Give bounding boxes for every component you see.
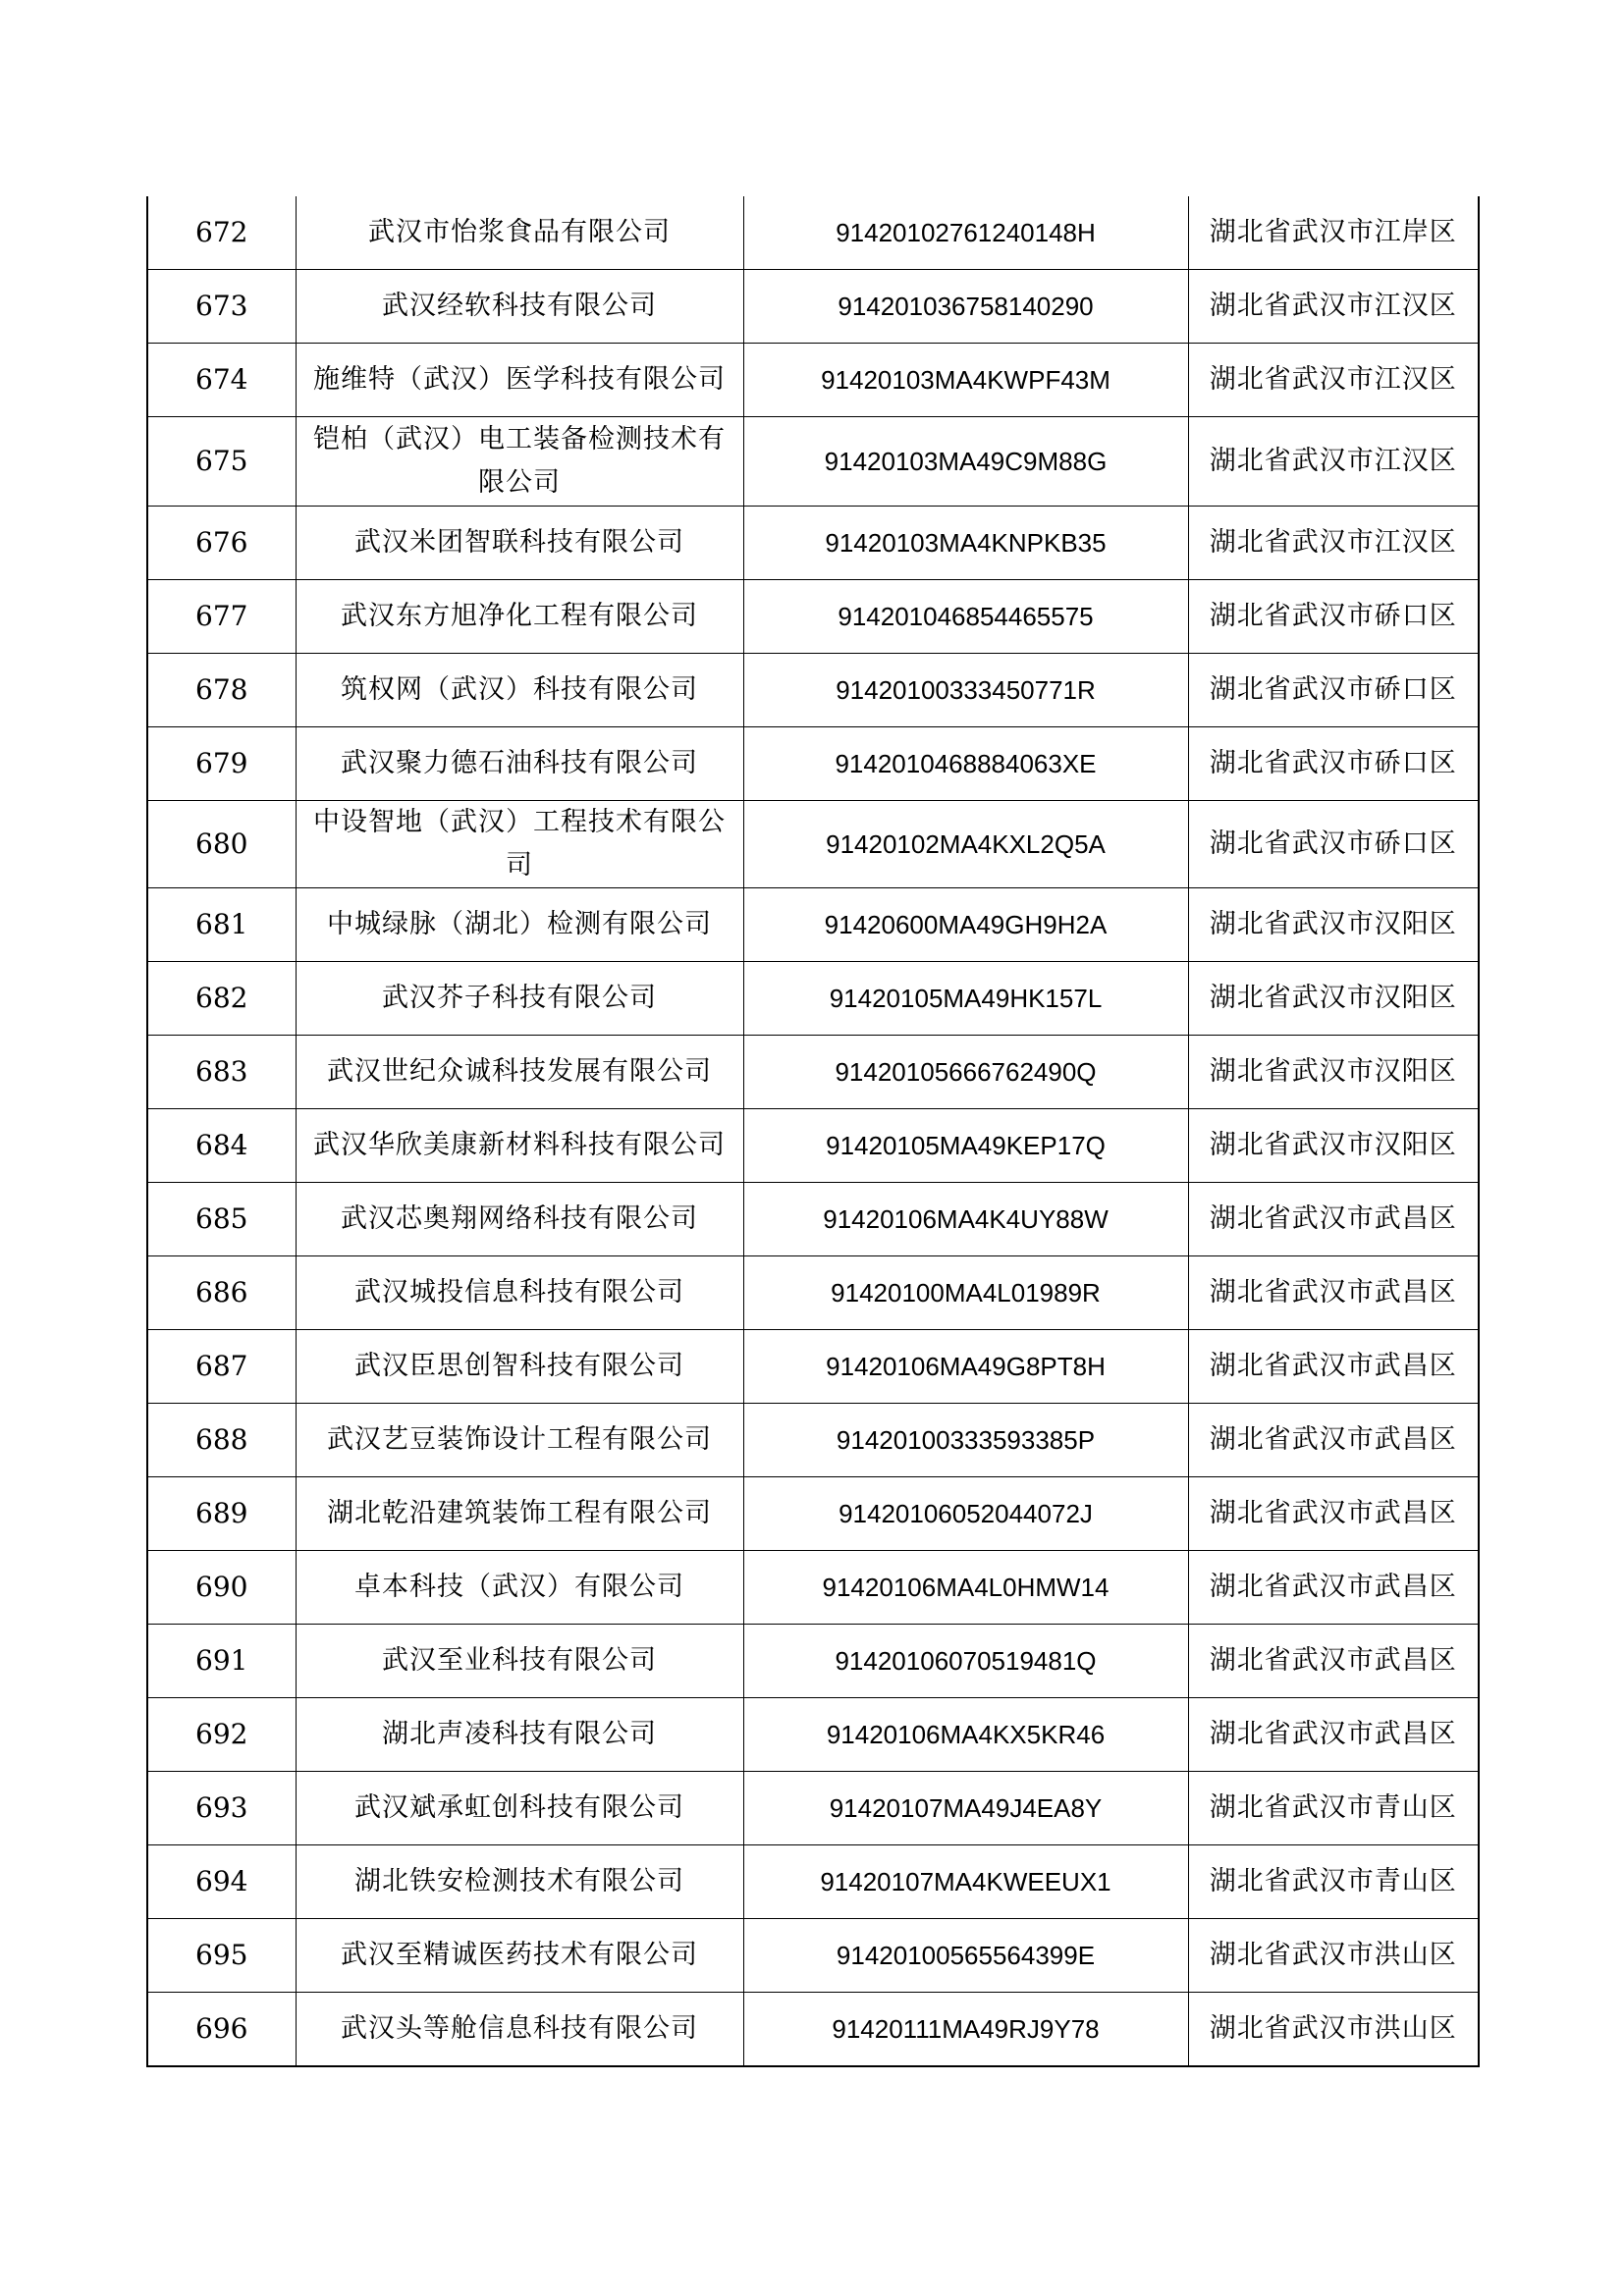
row-number: 677 (147, 580, 296, 654)
row-number: 675 (147, 417, 296, 507)
table-row (147, 1256, 1479, 1330)
row-number: 692 (147, 1698, 296, 1772)
region: 湖北省武汉市江汉区 (1188, 344, 1479, 417)
company-name: 武汉城投信息科技有限公司 (296, 1256, 743, 1330)
company-name: 武汉艺豆装饰设计工程有限公司 (296, 1404, 743, 1477)
table-row (147, 1993, 1479, 2067)
row-number: 686 (147, 1256, 296, 1330)
row-number: 680 (147, 801, 296, 888)
company-name: 武汉世纪众诚科技发展有限公司 (296, 1036, 743, 1109)
region: 湖北省武汉市青山区 (1188, 1845, 1479, 1919)
credit-code: 91420106070519481Q (743, 1625, 1188, 1698)
company-name: 中设智地（武汉）工程技术有限公司 (296, 801, 743, 888)
company-name: 武汉经软科技有限公司 (296, 270, 743, 344)
credit-code: 91420102761240148H (743, 196, 1188, 270)
company-name: 武汉芯奥翔网络科技有限公司 (296, 1183, 743, 1256)
region: 湖北省武汉市江汉区 (1188, 417, 1479, 507)
region: 湖北省武汉市洪山区 (1188, 1993, 1479, 2067)
region: 湖北省武汉市武昌区 (1188, 1256, 1479, 1330)
row-number: 676 (147, 507, 296, 580)
row-number: 684 (147, 1109, 296, 1183)
region: 湖北省武汉市汉阳区 (1188, 1036, 1479, 1109)
table-row (147, 1183, 1479, 1256)
table-row (147, 1625, 1479, 1698)
region: 湖北省武汉市硚口区 (1188, 727, 1479, 801)
table-row (147, 1330, 1479, 1404)
row-number: 681 (147, 888, 296, 962)
row-number: 682 (147, 962, 296, 1036)
row-number: 690 (147, 1551, 296, 1625)
region: 湖北省武汉市汉阳区 (1188, 888, 1479, 962)
region: 湖北省武汉市硚口区 (1188, 801, 1479, 888)
credit-code: 91420100333450771R (743, 654, 1188, 727)
table-row (147, 344, 1479, 417)
region: 湖北省武汉市武昌区 (1188, 1551, 1479, 1625)
company-name: 湖北乾沿建筑装饰工程有限公司 (296, 1477, 743, 1551)
credit-code: 91420600MA49GH9H2A (743, 888, 1188, 962)
table-row (147, 1919, 1479, 1993)
table-row (147, 962, 1479, 1036)
company-list-table (146, 196, 1480, 2067)
region: 湖北省武汉市江汉区 (1188, 507, 1479, 580)
row-number: 695 (147, 1919, 296, 1993)
credit-code: 91420107MA4KWEEUX1 (743, 1845, 1188, 1919)
region: 湖北省武汉市江汉区 (1188, 270, 1479, 344)
region: 湖北省武汉市硚口区 (1188, 654, 1479, 727)
credit-code: 91420100MA4L01989R (743, 1256, 1188, 1330)
table-row (147, 654, 1479, 727)
company-name: 武汉米团智联科技有限公司 (296, 507, 743, 580)
company-name: 武汉头等舱信息科技有限公司 (296, 1993, 743, 2067)
row-number: 683 (147, 1036, 296, 1109)
table-row (147, 580, 1479, 654)
row-number: 679 (147, 727, 296, 801)
credit-code: 91420103MA49C9M88G (743, 417, 1188, 507)
table-row (147, 270, 1479, 344)
row-number: 687 (147, 1330, 296, 1404)
credit-code: 91420103MA4KWPF43M (743, 344, 1188, 417)
table-row (147, 1404, 1479, 1477)
credit-code: 91420106MA4K4UY88W (743, 1183, 1188, 1256)
table-row (147, 507, 1479, 580)
region: 湖北省武汉市汉阳区 (1188, 962, 1479, 1036)
credit-code: 91420105666762490Q (743, 1036, 1188, 1109)
table-row (147, 1551, 1479, 1625)
region: 湖北省武汉市武昌区 (1188, 1183, 1479, 1256)
row-number: 693 (147, 1772, 296, 1845)
credit-code: 9142010468884063XE (743, 727, 1188, 801)
credit-code: 91420107MA49J4EA8Y (743, 1772, 1188, 1845)
company-name: 武汉至业科技有限公司 (296, 1625, 743, 1698)
credit-code: 91420102MA4KXL2Q5A (743, 801, 1188, 888)
company-name: 武汉市怡浆食品有限公司 (296, 196, 743, 270)
company-name: 武汉华欣美康新材料科技有限公司 (296, 1109, 743, 1183)
region: 湖北省武汉市汉阳区 (1188, 1109, 1479, 1183)
row-number: 688 (147, 1404, 296, 1477)
company-name: 卓本科技（武汉）有限公司 (296, 1551, 743, 1625)
row-number: 694 (147, 1845, 296, 1919)
company-name: 中城绿脉（湖北）检测有限公司 (296, 888, 743, 962)
company-name: 筑权网（武汉）科技有限公司 (296, 654, 743, 727)
company-name: 武汉至精诚医药技术有限公司 (296, 1919, 743, 1993)
table-row (147, 196, 1479, 270)
credit-code: 91420105MA49KEP17Q (743, 1109, 1188, 1183)
credit-code: 914201036758140290 (743, 270, 1188, 344)
table-row (147, 1698, 1479, 1772)
credit-code: 91420103MA4KNPKB35 (743, 507, 1188, 580)
table-row (147, 888, 1479, 962)
credit-code: 91420106052044072J (743, 1477, 1188, 1551)
credit-code: 91420106MA49G8PT8H (743, 1330, 1188, 1404)
region: 湖北省武汉市硚口区 (1188, 580, 1479, 654)
region: 湖北省武汉市武昌区 (1188, 1477, 1479, 1551)
row-number: 674 (147, 344, 296, 417)
table-row (147, 1477, 1479, 1551)
row-number: 691 (147, 1625, 296, 1698)
region: 湖北省武汉市武昌区 (1188, 1625, 1479, 1698)
credit-code: 91420106MA4KX5KR46 (743, 1698, 1188, 1772)
table-row (147, 1772, 1479, 1845)
company-name: 武汉斌承虹创科技有限公司 (296, 1772, 743, 1845)
company-name: 武汉臣思创智科技有限公司 (296, 1330, 743, 1404)
credit-code: 91420100565564399E (743, 1919, 1188, 1993)
table-row (147, 1845, 1479, 1919)
region: 湖北省武汉市武昌区 (1188, 1698, 1479, 1772)
credit-code: 91420111MA49RJ9Y78 (743, 1993, 1188, 2067)
company-name: 武汉东方旭净化工程有限公司 (296, 580, 743, 654)
credit-code: 91420106MA4L0HMW14 (743, 1551, 1188, 1625)
company-name: 湖北铁安检测技术有限公司 (296, 1845, 743, 1919)
row-number: 685 (147, 1183, 296, 1256)
credit-code: 914201046854465575 (743, 580, 1188, 654)
table-row (147, 727, 1479, 801)
company-name: 武汉聚力德石油科技有限公司 (296, 727, 743, 801)
row-number: 672 (147, 196, 296, 270)
table-row (147, 1109, 1479, 1183)
company-name: 铠柏（武汉）电工装备检测技术有限公司 (296, 417, 743, 507)
region: 湖北省武汉市武昌区 (1188, 1404, 1479, 1477)
company-list-body (147, 196, 1479, 2066)
credit-code: 91420100333593385P (743, 1404, 1188, 1477)
region: 湖北省武汉市江岸区 (1188, 196, 1479, 270)
row-number: 678 (147, 654, 296, 727)
row-number: 696 (147, 1993, 296, 2067)
row-number: 689 (147, 1477, 296, 1551)
region: 湖北省武汉市青山区 (1188, 1772, 1479, 1845)
table-row (147, 417, 1479, 507)
region: 湖北省武汉市洪山区 (1188, 1919, 1479, 1993)
table-row (147, 1036, 1479, 1109)
company-name: 武汉芥子科技有限公司 (296, 962, 743, 1036)
credit-code: 91420105MA49HK157L (743, 962, 1188, 1036)
company-name: 施维特（武汉）医学科技有限公司 (296, 344, 743, 417)
region: 湖北省武汉市武昌区 (1188, 1330, 1479, 1404)
table-row (147, 801, 1479, 888)
row-number: 673 (147, 270, 296, 344)
company-name: 湖北声凌科技有限公司 (296, 1698, 743, 1772)
